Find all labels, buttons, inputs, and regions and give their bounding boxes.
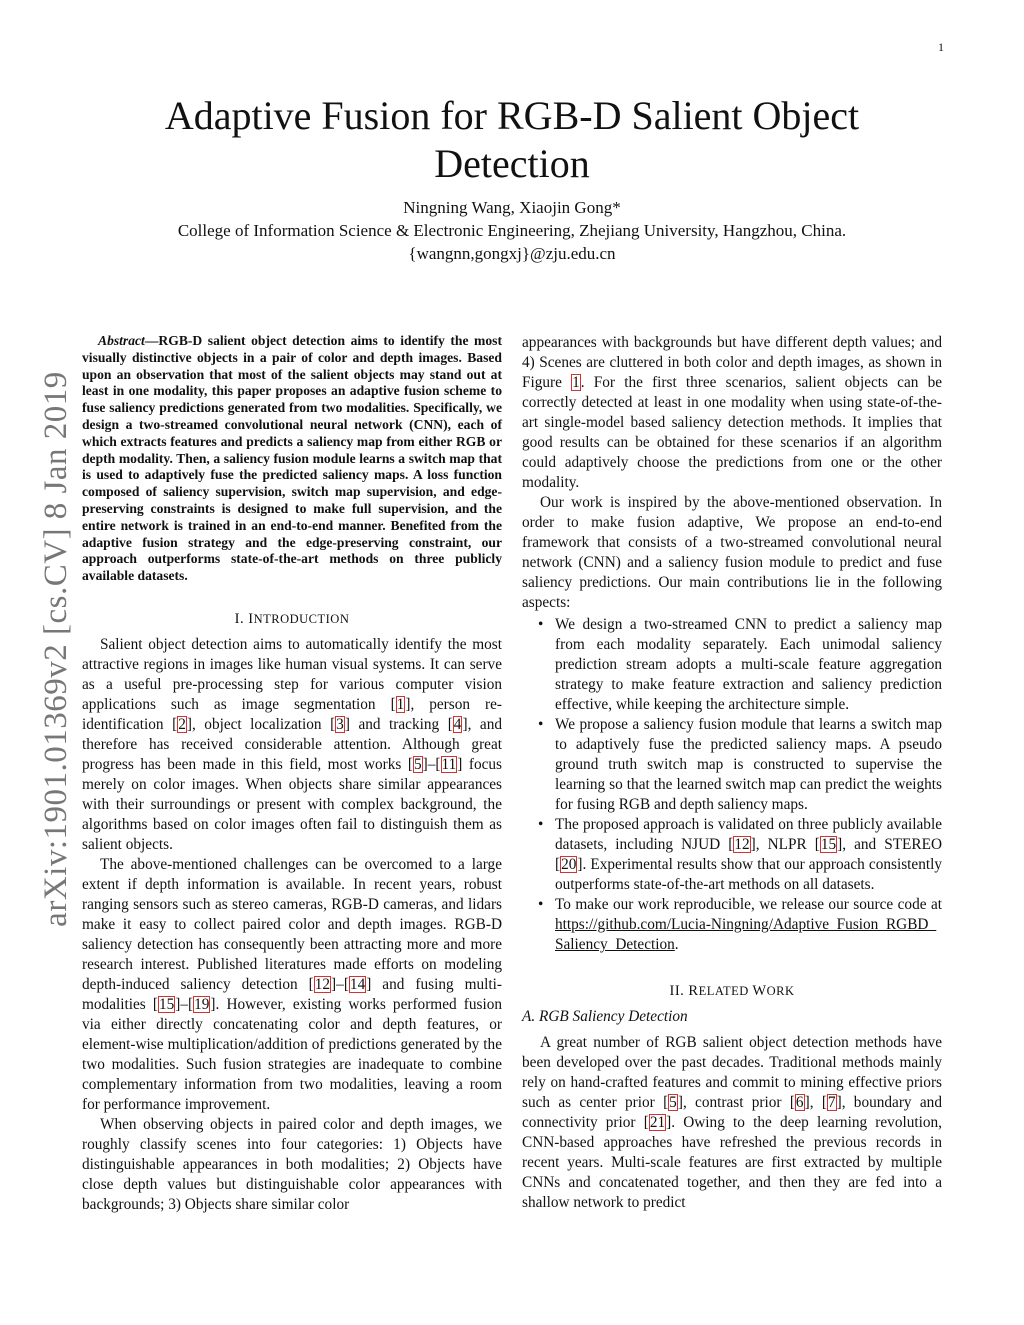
text-run: A great number of RGB salient object detection methods have been developed over the past decades. Traditional methods mainly rely on hand-crafted features and commit to mining effective priors such as center prior — [522, 1034, 942, 1111]
citation-link[interactable]: 20 — [561, 856, 577, 873]
section-heading-introduction — [82, 609, 502, 629]
left-column — [82, 333, 502, 1215]
text-run: and tracking — [349, 715, 448, 733]
title-line-2: Detection — [434, 141, 590, 186]
text-run: , contrast prior — [682, 1094, 790, 1111]
text-run: We design a two-streamed CNN to predict a saliency map from each modality separately. Each unimodal saliency prediction stream adopts a multi-scale feature aggregation strategy to make feature extraction and saliency prediction effective, while keeping the architecture simple. — [555, 616, 942, 713]
text-run: . — [674, 936, 679, 953]
heading-small-caps: NTRODUCTION — [253, 611, 350, 626]
citation-link[interactable]: 5 — [669, 1094, 677, 1111]
subsection-heading-rgb-saliency: A. RGB Saliency Detection — [522, 1008, 688, 1025]
text-run: Salient object detection aims to automatically identify the most attractive regions in images like human visual systems. It can serve as a useful pre-processing step for various computer vision applications such as image segmentation — [82, 635, 502, 713]
citation-link[interactable]: 12 — [734, 836, 750, 853]
text-run: We propose a saliency fusion module that learns a switch map to adaptively fuse the predicted saliency maps. A pseudo ground truth switch map is constructed to supervise the learning so that the learned switch map can predict the weights for fusing RGB and depth saliency maps. — [555, 716, 942, 813]
citation-link[interactable]: 4 — [453, 715, 462, 733]
citation-link[interactable]: 14 — [349, 975, 366, 993]
text-run: . However, existing works performed fusion via either directly concatenating color and depth features, or element-wise multiplication/addition of predictions generated by the two modalities. Such fusion strategies are inadequate to combine complementary information from two modalities, leaving a room for performance improvement. — [82, 995, 502, 1113]
citation-link[interactable]: 2 — [178, 715, 186, 733]
text-run: To make our work reproducible, we release our source code at — [555, 896, 942, 913]
text-run: . For the first three scenarios, salient objects can be correctly detected at least in one modality when using state-of-the-art single-model based saliency detection methods. It implies that good results can be obtained for these scenarios if an algorithm could adaptively choose the predictions from one or the other modality. — [522, 374, 943, 491]
text-run: , boundary and connectivity prior — [522, 1094, 942, 1131]
citation-link[interactable]: 7 — [827, 1094, 836, 1111]
text-run: , and therefore has received considerable attention. Although great progress has been made in this field, most works — [82, 715, 502, 773]
intro-paragraph-3-continued — [522, 333, 942, 493]
authors: Ningning Wang, Xiaojin Gong* — [403, 198, 621, 217]
abstract-text: RGB-D salient object detection aims to identify the most visually distinctive objects in a pair of color and depth images. Based upon an observation that most of the salient objects may stand out at least in one modality, this paper proposes an adaptive fusion scheme to fuse saliency predictions generated from two modalities. Specifically, we design a two-streamed convolutional neural network (CNN), each of which extracts features and predicts a saliency map from either RGB or depth modality. Then, a saliency fusion module learns a switch map that is used to adaptively fuse the predicted saliency maps. A loss function composed of saliency supervision, switch map supervision, and edge-preserving constraints is designed to make full supervision, and the entire network is trained in an end-to-end manner. Benefited from the adaptive fusion strategy and the edge-preserving constraint, our approach outperforms state-of-the-art methods on three publicly available datasets. — [82, 333, 502, 584]
citation-link[interactable]: 11 — [441, 755, 457, 773]
citation-link[interactable]: 6 — [795, 1094, 804, 1111]
contribution-item: • The proposed approach is validated on three publicly available datasets, including NJUD [12], NLPR [15], and STEREO [20]. Experimental results show that our approach consistently outperforms state-of-the-art methods on all datasets. — [555, 815, 942, 895]
citation-link[interactable]: 19 — [194, 995, 210, 1013]
abstract — [82, 333, 502, 585]
text-run: , object localization — [191, 715, 331, 733]
arxiv-identifier-stamp: arXiv:1901.01369v2 [cs.CV] 8 Jan 2019 — [38, 371, 74, 927]
heading-initial: W — [752, 983, 767, 999]
text-run: and fusing multi-modalities — [82, 975, 502, 1013]
title-line-1: Adaptive Fusion for RGB-D Salient Object — [164, 93, 860, 138]
contribution-item — [555, 895, 942, 955]
paper-title — [130, 92, 894, 188]
text-run: . Owing to the deep learning revolution, CNN-based approaches have refreshed the previous records in recent years. Multi-scale features are first extracted by multiple CNNs and concatenated together, and then they are fed into a shallow network to predict — [522, 1114, 942, 1211]
text-run: appearances with backgrounds but have different depth values; and 4) Scenes are cluttered in both color and depth images, as shown in Figure — [522, 334, 942, 391]
github-repository-link[interactable]: https://github.com/Lucia-Ningning/Adaptive_Fusion_RGBD_Saliency_Detection — [555, 916, 937, 953]
text-run: – — [427, 755, 436, 773]
text-run: , NLPR — [755, 836, 815, 853]
text-run: , — [809, 1094, 822, 1111]
text-run: The proposed approach is validated on three publicly available datasets, including NJUD — [555, 816, 942, 853]
figure-reference-link[interactable]: 1 — [572, 374, 580, 391]
text-run: The above-mentioned challenges can be overcomed to a large extent if depth information is available. In recent years, robust ranging sensors such as stereo cameras, RGB-D cameras, and lidars make it easy to collect paired color and depth images. RGB-D saliency detection has consequently been attracting more and more research interest. Published literatures made efforts on modeling depth-induced saliency detection — [82, 855, 502, 993]
intro-paragraph-3: When observing objects in paired color and depth images, we roughly classify scenes into four categories: 1) Objects have distinguishable appearances in both modalities; 2) Objects have close depth values but distinguishable color appearances with backgrounds; 3) Objects share similar color — [82, 1115, 502, 1213]
intro-paragraph-2: The above-mentioned challenges can be overcomed to a large extent if depth information is available. In recent years, robust ranging sensors such as stereo cameras, RGB-D cameras, and lidars make it easy to collect paired color and depth images. RGB-D saliency detection has consequently been attracting more and more research interest. Published literatures made efforts on modeling depth-induced saliency detection [12]–[14] and fusing multi-modalities [15]–[19]. However, existing works performed fusion via either directly concatenating color and depth features, or element-wise multiplication/addition of predictions generated by the two modalities. Such fusion strategies are inadequate to combine complementary information from two modalities, leaving a room for performance improvement. — [82, 855, 502, 1113]
text-run: – — [336, 975, 344, 993]
citation-link[interactable]: 15 — [158, 995, 175, 1013]
contribution-item — [555, 615, 942, 715]
abstract-dash: — — [144, 333, 159, 348]
affiliation: College of Information Science & Electronic Engineering, Zhejiang University, Hangzhou, China. — [177, 221, 847, 240]
right-column — [522, 333, 942, 1213]
contribution-item — [555, 715, 942, 815]
heading-initial: R — [688, 983, 699, 999]
section-numeral: I. — [234, 610, 249, 627]
heading-small-caps: ELATED — [698, 984, 753, 998]
heading-small-caps: ORK — [766, 984, 795, 998]
text-run: , and STEREO — [842, 836, 942, 853]
section-heading-related-work — [522, 981, 942, 1001]
text-run: – — [180, 995, 189, 1013]
text-run: focus merely on color images. When objects share similar appearances with their surroundings or present with complex background, the algorithms based on color images often fail to distinguish them as salient objects. — [82, 755, 502, 853]
heading-initial: I — [248, 610, 254, 627]
abstract-label: Abstract — [98, 333, 145, 348]
citation-link[interactable]: 3 — [336, 715, 344, 733]
related-work-paragraph-1: A great number of RGB salient object detection methods have been developed over the past decades. Traditional methods mainly rely on hand-crafted features and commit to mining effective priors such as center prior [5], contrast prior [6], [7], boundary and connectivity prior [21]. Owing to the deep learning revolution, CNN-based approaches have refreshed the previous records in recent years. Multi-scale features are first extracted by multiple CNNs and concatenated together, and then they are fed into a shallow network to predict — [522, 1034, 942, 1211]
text-run: . Experimental results show that our approach consistently outperforms state-of-the-art methods on all datasets. — [555, 856, 942, 893]
citation-link[interactable]: 1 — [396, 695, 405, 713]
citation-link[interactable]: 21 — [649, 1114, 666, 1131]
email-addresses: {wangnn,gongxj}@zju.edu.cn — [408, 244, 616, 263]
text-run: , person re-identification — [82, 695, 502, 733]
intro-paragraph-4: Our work is inspired by the above-mentioned observation. In order to make fusion adaptive, We propose an end-to-end framework that consists of a two-streamed convolutional neural network (CNN) and a saliency fusion module to predict and fuse saliency predictions. Our main contributions lie in the following aspects: — [522, 494, 942, 611]
section-numeral: II. — [669, 983, 689, 999]
contributions-list — [522, 615, 942, 955]
citation-link[interactable]: 12 — [314, 975, 331, 993]
citation-link[interactable]: 5 — [413, 755, 422, 773]
page-number: 1 — [938, 40, 944, 54]
intro-paragraph-1: Salient object detection aims to automatically identify the most attractive regions in images like human visual systems. It can serve as a useful pre-processing step for various computer vision applications such as image segmentation [1], person re-identification [2], object localization [3] and tracking [4], and therefore has received considerable attention. Although great progress has been made in this field, most works [5]–[11] focus merely on color images. When objects share similar appearances with their surroundings or present with complex background, the algorithms based on color images often fail to distinguish them as salient objects. — [82, 635, 502, 853]
citation-link[interactable]: 15 — [820, 836, 837, 853]
